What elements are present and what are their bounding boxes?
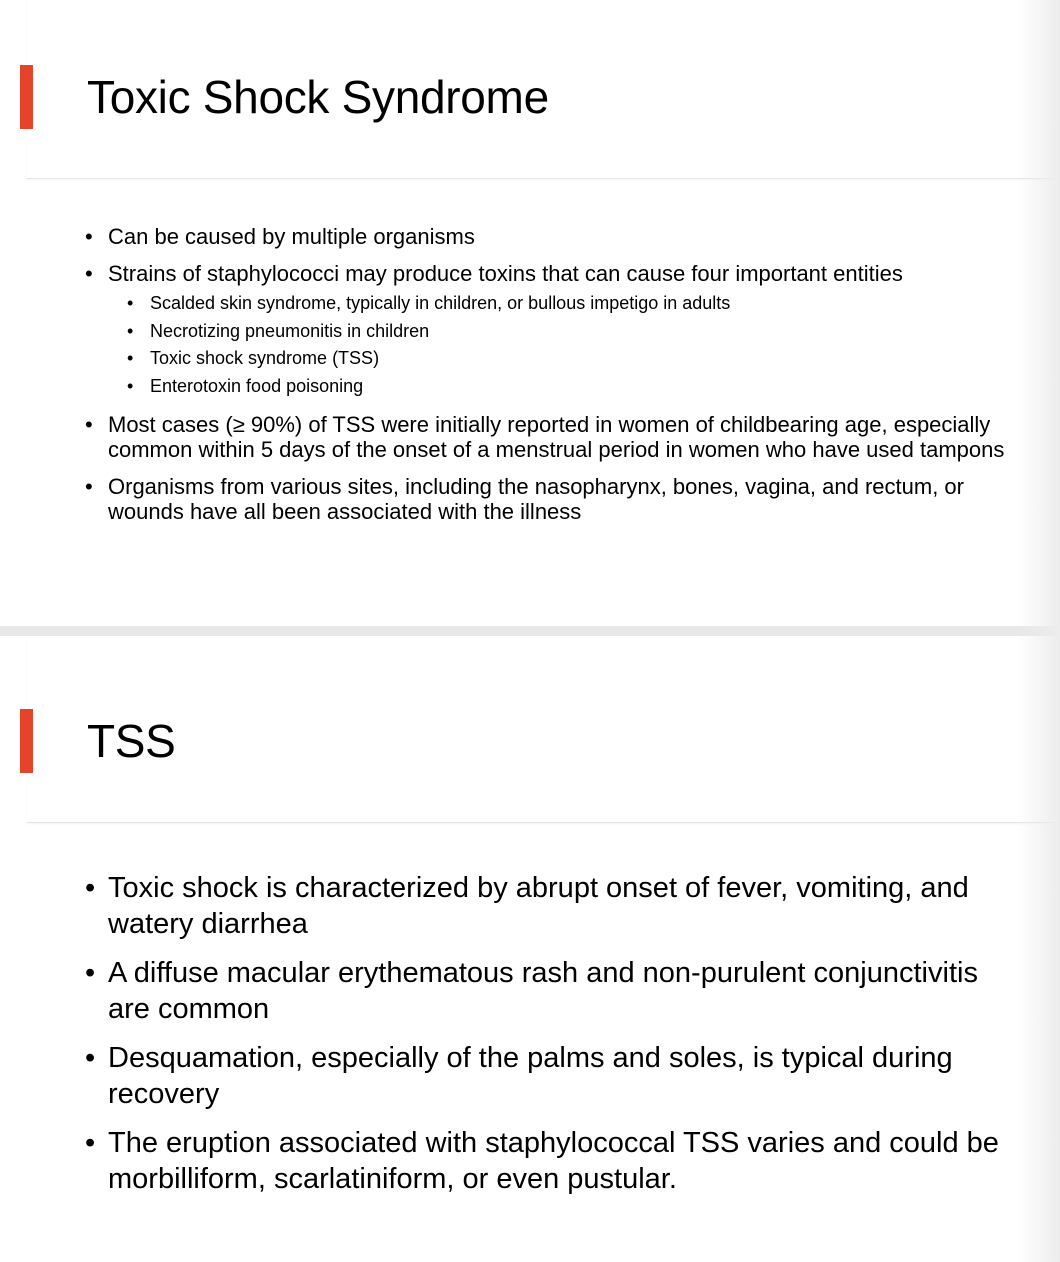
viewer-edge-shadow bbox=[1018, 0, 1060, 1262]
bullet-item: • Organisms from various sites, including the nasopharynx, bones, vagina, and rectum, or wounds have all been associated with the illness bbox=[85, 474, 1010, 524]
bullet-list bbox=[85, 870, 1010, 1210]
bullet-item: • A diffuse macular erythematous rash and non-purulent conjunctivitis are common bbox=[85, 955, 1010, 1027]
bullet-item: • Most cases (≥ 90%) of TSS were initially reported in women of childbearing age, especially common within 5 days of the onset of a menstrual period in women who have used tampons bbox=[85, 412, 1010, 462]
bullet-item: • Can be caused by multiple organisms bbox=[85, 224, 1010, 249]
bullet-item bbox=[85, 261, 1010, 400]
slide-1[interactable] bbox=[0, 0, 1060, 626]
slide-separator bbox=[0, 626, 1060, 636]
bullet-item: • Toxic shock is characterized by abrupt onset of fever, vomiting, and watery diarrhea bbox=[85, 870, 1010, 942]
bullet-list bbox=[85, 224, 1010, 536]
sub-bullet-list bbox=[108, 290, 1010, 400]
title-accent-bar bbox=[20, 709, 33, 773]
sub-bullet-item: • Scalded skin syndrome, typically in children, or bullous impetigo in adults bbox=[85, 290, 1010, 318]
bullet-item: • The eruption associated with staphylococcal TSS varies and could be morbilliform, scarlatiniform, or even pustular. bbox=[85, 1125, 1010, 1197]
sub-bullet-item: • Necrotizing pneumonitis in children bbox=[85, 318, 1010, 346]
bullet-item: • Desquamation, especially of the palms and soles, is typical during recovery bbox=[85, 1040, 1010, 1112]
sub-bullet-item: • Toxic shock syndrome (TSS) bbox=[85, 345, 1010, 373]
slide-2[interactable] bbox=[0, 636, 1060, 1262]
title-accent-bar bbox=[20, 65, 33, 129]
slide-title-area bbox=[27, 636, 1057, 823]
sub-bullet-item: • Enterotoxin food poisoning bbox=[85, 373, 1010, 401]
slide-title: Toxic Shock Syndrome bbox=[87, 71, 549, 123]
slide-title: TSS bbox=[87, 715, 176, 767]
bullet-text: Strains of staphylococci may produce toxins that can cause four important entities bbox=[108, 261, 903, 286]
